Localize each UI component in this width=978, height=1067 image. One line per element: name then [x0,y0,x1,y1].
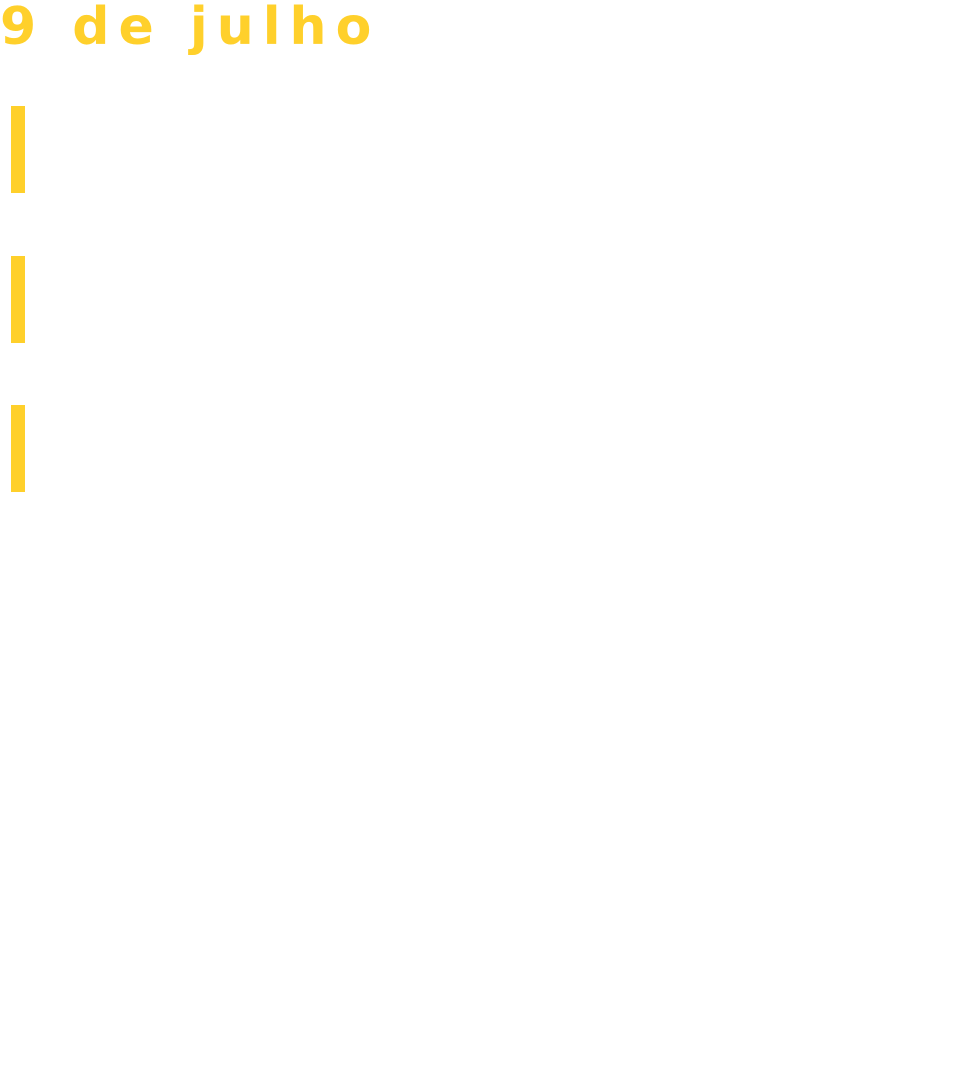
accent-bar [11,106,25,193]
accent-bar [11,256,25,343]
date-heading: 9 de julho [0,0,381,57]
accent-bar [11,405,25,492]
